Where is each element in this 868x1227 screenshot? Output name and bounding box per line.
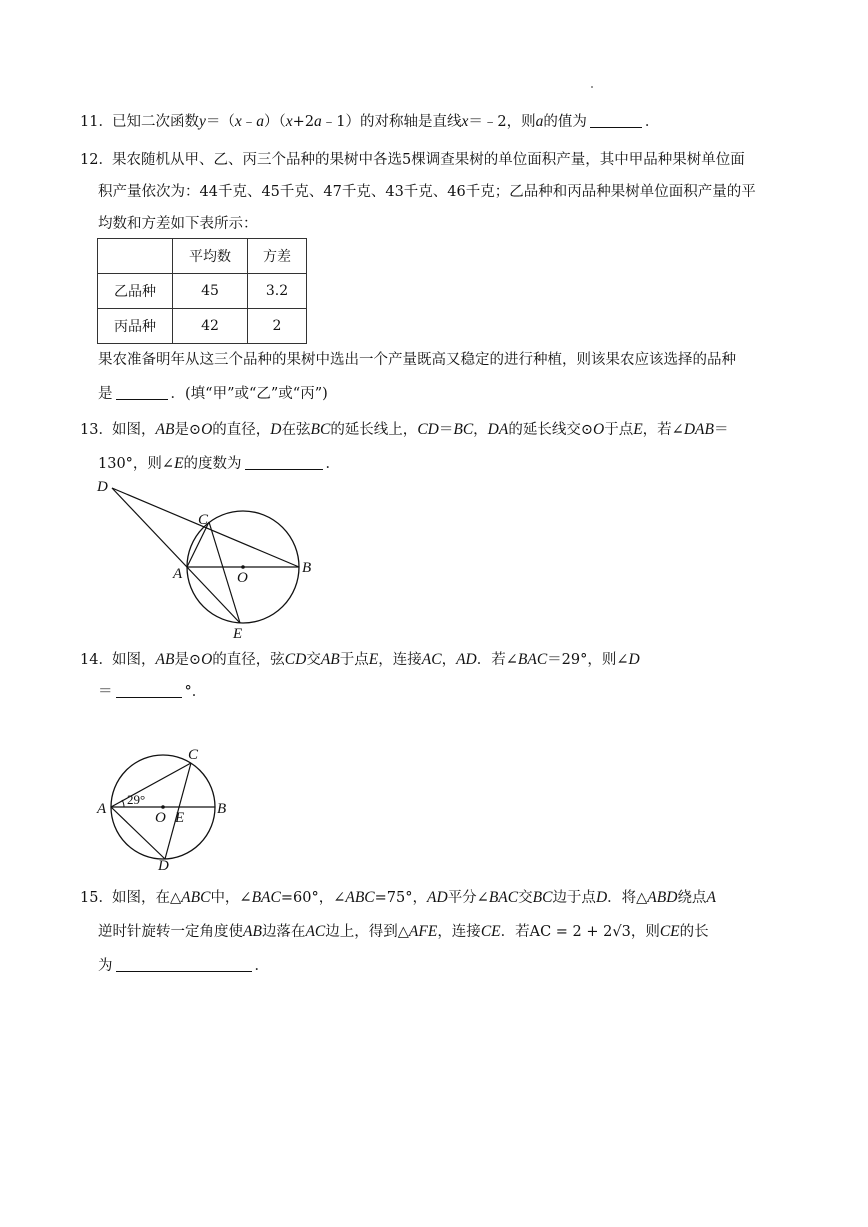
answer-blank[interactable] <box>590 113 642 128</box>
label-angle: 29° <box>127 792 146 807</box>
question-12-line-4: 果农准备明年从这三个品种的果树中选出一个产量既高又稳定的进行种植，则该果农应该选择的品种 <box>98 352 736 368</box>
label-E: E <box>175 810 185 826</box>
question-14-line-2: ＝ °． <box>98 684 207 700</box>
table-cell: 3.2 <box>248 274 307 309</box>
q14-figure <box>94 742 244 872</box>
label-C: C <box>188 747 199 763</box>
variance-table <box>97 238 307 344</box>
question-text: 如图，AB是⊙O的直径，D在弦BC的延长线上，CD＝BC，DA的延长线交⊙O于点E，若∠DAB＝ <box>112 421 729 438</box>
table-cell: 45 <box>173 274 248 309</box>
label-B: B <box>302 560 312 576</box>
segment-DE <box>112 488 240 623</box>
question-13-line-2: 130°，则∠E的度数为 ． <box>98 455 341 472</box>
question-text: 已知二次函数y＝（x﹣a）（x+2a﹣1）的对称轴是直线x＝﹣2，则a的值为 ． <box>112 113 660 130</box>
question-12-line-2: 积产量依次为：44千克、45千克、47千克、43千克、46千克；乙品种和丙品种果树单位面积产量的平 <box>98 184 756 200</box>
center-point <box>161 805 165 809</box>
question-text: 果农随机从甲、乙、丙三个品种的果树中各选5棵调查果树的单位面积产量，其中甲品种果树单位面 <box>112 152 745 168</box>
label-C: C <box>198 512 209 528</box>
answer-blank[interactable] <box>116 385 168 400</box>
center-point <box>241 565 245 569</box>
q13-figure <box>94 476 324 644</box>
table-cell: 2 <box>248 309 307 344</box>
label-O: O <box>237 570 248 586</box>
question-number: 12． <box>80 152 113 168</box>
question-15-line-3: 为 ． <box>98 958 269 974</box>
label-O: O <box>155 810 166 826</box>
table-cell: 42 <box>173 309 248 344</box>
answer-blank[interactable] <box>245 455 323 470</box>
question-12-line-5: 是 ．(填“甲”或“乙”或“丙”) <box>98 386 328 402</box>
table-header-cell: 平均数 <box>173 239 248 274</box>
segment-CA <box>187 522 209 567</box>
segment-AC <box>111 763 191 807</box>
angle-arc <box>122 800 124 807</box>
table-header-cell <box>98 239 173 274</box>
table-cell: 丙品种 <box>98 309 173 344</box>
label-E: E <box>233 626 243 642</box>
table-row <box>98 274 307 309</box>
label-D: D <box>97 479 108 495</box>
question-15-line-2: 逆时针旋转一定角度使AB边落在AC边上，得到△AFE，连接CE．若AC = 2 + 2√3，则CE的长 <box>98 923 709 940</box>
label-D: D <box>158 858 169 872</box>
question-text: 如图，在△ABC中，∠BAC=60°，∠ABC=75°，AD平分∠BAC交BC边于点D．将△ABD绕点A <box>112 889 716 906</box>
label-A: A <box>173 566 183 582</box>
answer-blank[interactable] <box>116 957 252 972</box>
question-number: 13． <box>80 422 113 438</box>
table-header-row <box>98 239 307 274</box>
question-number: 15． <box>80 890 113 906</box>
question-text: 如图，AB是⊙O的直径，弦CD交AB于点E，连接AC，AD．若∠BAC＝29°，则∠D <box>112 651 640 668</box>
question-number: 11． <box>80 114 113 130</box>
page-mark <box>591 86 593 88</box>
label-A: A <box>97 801 107 817</box>
answer-blank[interactable] <box>116 683 182 698</box>
table-cell: 乙品种 <box>98 274 173 309</box>
table-header-cell: 方差 <box>248 239 307 274</box>
question-number: 14． <box>80 652 113 668</box>
table-row <box>98 309 307 344</box>
label-B: B <box>217 801 227 817</box>
question-12-line-3: 均数和方差如下表所示： <box>98 216 258 232</box>
segment-CE <box>209 522 240 623</box>
